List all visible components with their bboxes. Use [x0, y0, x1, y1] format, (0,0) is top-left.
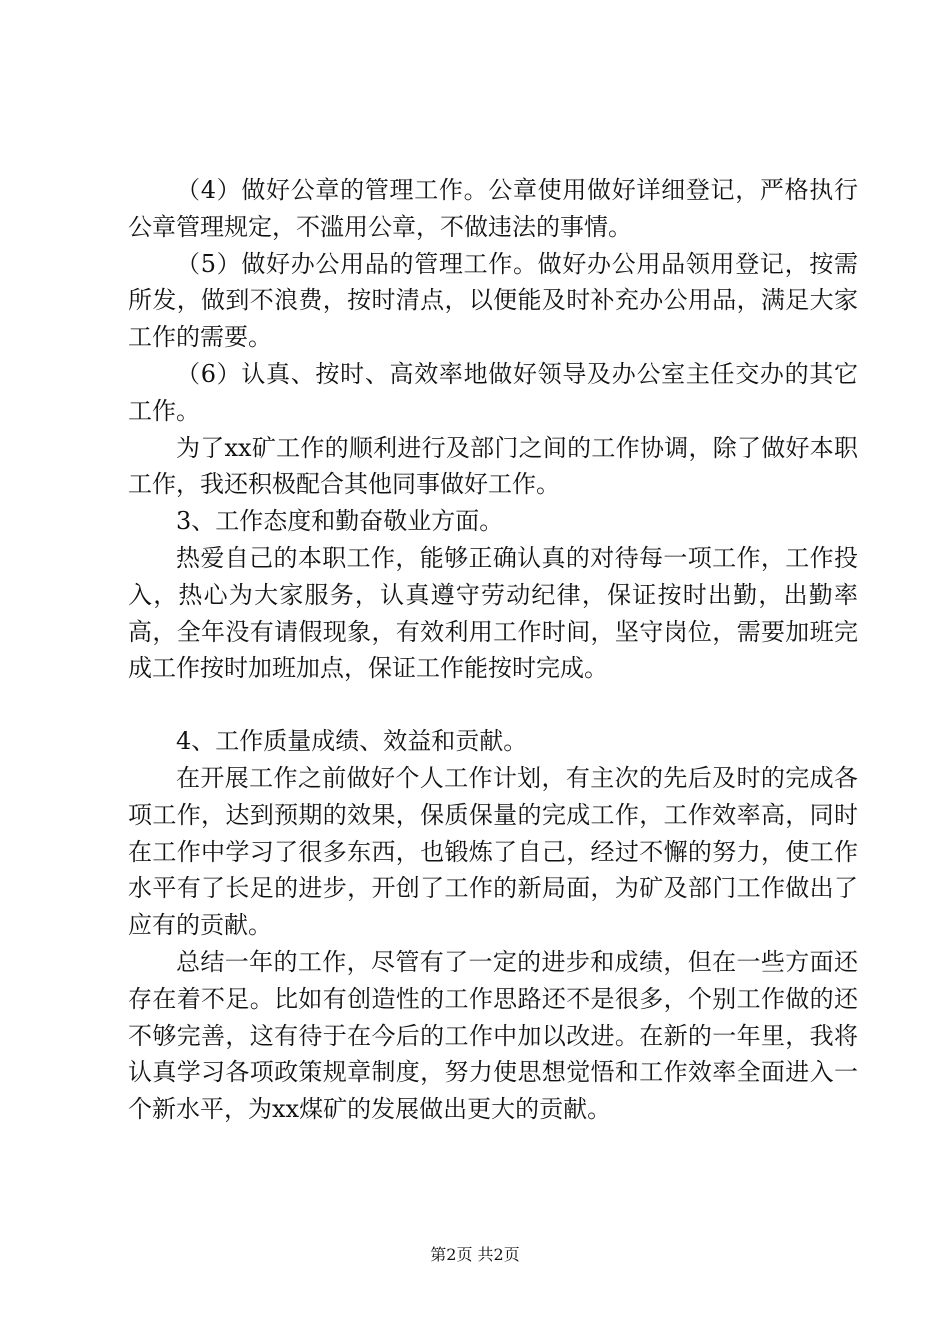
section-heading-work-attitude: 3、工作态度和勤奋敬业方面。	[176, 507, 504, 536]
page-number: 第2页 共2页	[430, 1245, 520, 1264]
document-body	[128, 172, 858, 1128]
paragraph-coordination: 为了xx矿工作的顺利进行及部门之间的工作协调，除了做好本职工作，我还积极配合其他同事做好工作。	[128, 433, 858, 499]
paragraph-summary: 总结一年的工作，尽管有了一定的进步和成绩，但在一些方面还存在着不足。比如有创造性的工作思路还不是很多，个别工作做的还不够完善，这有待于在今后的工作中加以改进。在新的一年里，我将认真学习各项政策规章制度，努力使思想觉悟和工作效率全面进入一个新水平，为xx煤矿的发展做出更大的贡献。	[128, 947, 858, 1124]
section-heading-work-quality: 4、工作质量成绩、效益和贡献。	[176, 727, 528, 756]
paragraph-seal-management: （4）做好公章的管理工作。公章使用做好详细登记，严格执行公章管理规定，不滥用公章，不做违法的事情。	[128, 176, 858, 241]
paragraph-assigned-tasks: （6）认真、按时、高效率地做好领导及办公室主任交办的其它工作。	[128, 359, 858, 425]
paragraph-work-quality: 在开展工作之前做好个人工作计划，有主次的先后及时的完成各项工作，达到预期的效果，保质保量的完成工作，工作效率高，同时在工作中学习了很多东西，也锻炼了自己，经过不懈的努力，使工作水平有了长足的进步，开创了工作的新局面，为矿及部门工作做出了应有的贡献。	[128, 763, 858, 940]
paragraph-office-supplies: （5）做好办公用品的管理工作。做好办公用品领用登记，按需所发，做到不浪费，按时清点，以便能及时补充办公用品，满足大家工作的需要。	[128, 249, 858, 352]
paragraph-work-attitude: 热爱自己的本职工作，能够正确认真的对待每一项工作，工作投入，热心为大家服务，认真遵守劳动纪律，保证按时出勤，出勤率高，全年没有请假现象，有效利用工作时间，坚守岗位，需要加班完成工作按时加班加点，保证工作能按时完成。	[128, 543, 858, 683]
